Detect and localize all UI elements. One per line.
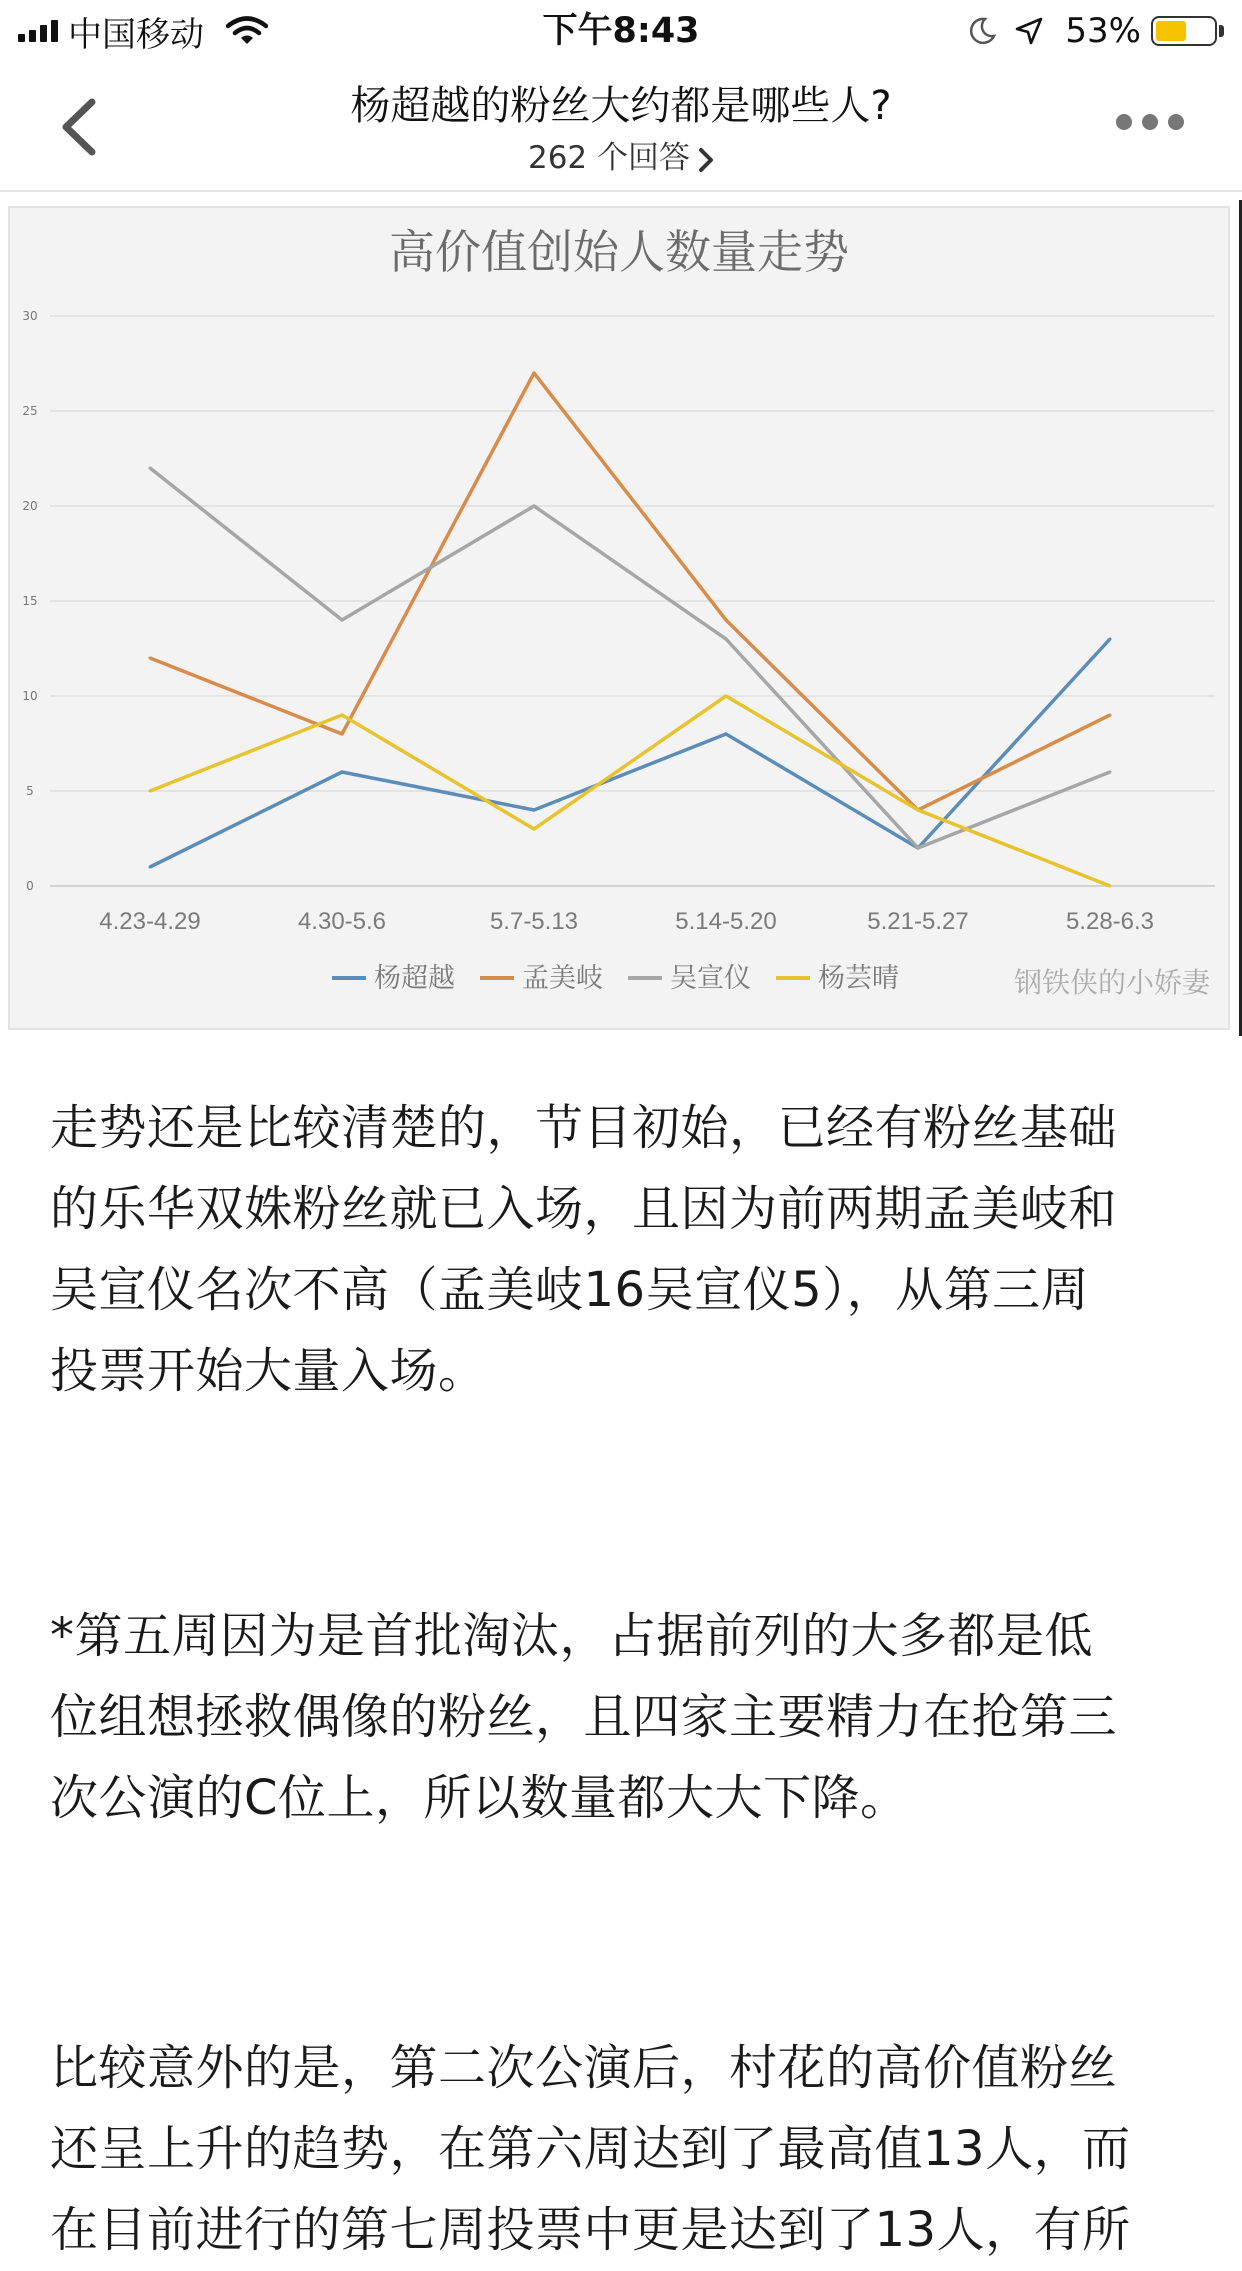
y-tick-label: 20 xyxy=(22,499,38,513)
chart-image[interactable] xyxy=(8,206,1230,1030)
paragraph-line: 位组想拯救偶像的粉丝，且四家主要精力在抢第三 xyxy=(50,1689,1118,1745)
paragraph-line: 在目前进行的第七周投票中更是达到了13人，有所 xyxy=(50,2202,1131,2258)
y-axis-ticks xyxy=(22,309,37,893)
y-tick-label: 0 xyxy=(26,879,34,893)
data-point xyxy=(149,790,152,793)
y-tick-label: 15 xyxy=(22,594,38,608)
paragraph xyxy=(50,2028,1200,2271)
y-tick-label: 30 xyxy=(22,309,38,323)
data-point xyxy=(533,505,536,508)
data-point xyxy=(917,809,920,812)
paragraph-line: 的乐华双姝粉丝就已入场，且因为前两期孟美岐和 xyxy=(50,1181,1118,1237)
paragraph-line: 走势还是比较清楚的，节目初始，已经有粉丝基础 xyxy=(50,1100,1118,1156)
data-point xyxy=(725,638,728,641)
battery-percent: 53% xyxy=(1065,11,1141,51)
more-dots-icon[interactable] xyxy=(1116,114,1184,130)
data-point xyxy=(533,809,536,812)
data-point xyxy=(725,695,728,698)
moon-icon xyxy=(967,16,997,46)
watermark: 钢铁侠的小娇妻 xyxy=(1013,966,1210,999)
data-point xyxy=(149,866,152,869)
nav-header xyxy=(0,62,1242,192)
legend-label: 杨超越 xyxy=(374,963,455,994)
answer-count-link[interactable] xyxy=(0,132,1242,177)
x-axis-ticks xyxy=(99,908,1154,935)
y-tick-label: 25 xyxy=(22,404,38,418)
series-line xyxy=(150,639,1110,867)
battery-tip xyxy=(1219,25,1224,37)
chart-title: 高价值创始人数量走势 xyxy=(389,226,849,278)
data-point xyxy=(1109,714,1112,717)
data-point xyxy=(149,467,152,470)
legend-label: 杨芸晴 xyxy=(818,963,899,994)
data-point xyxy=(533,372,536,375)
legend-label: 孟美岐 xyxy=(522,963,603,994)
paragraph-line: 吴宣仪名次不高（孟美岐16吴宣仪5），从第三周 xyxy=(50,1262,1090,1318)
paragraph xyxy=(50,1596,1200,1839)
line-chart xyxy=(10,208,1228,1028)
data-point xyxy=(341,714,344,717)
data-point xyxy=(341,619,344,622)
chart-series xyxy=(149,372,1112,888)
x-tick-label: 5.21-5.27 xyxy=(867,908,969,935)
paragraph-line: 投票开始大量入场。 xyxy=(50,1343,487,1399)
x-tick-label: 4.23-4.29 xyxy=(99,908,201,935)
status-bar xyxy=(0,0,1242,62)
paragraph-line: *第五周因为是首批淘汰，占据前列的大多都是低 xyxy=(50,1608,1094,1664)
data-point xyxy=(149,657,152,660)
status-time: 下午8:43 xyxy=(542,11,700,51)
data-point xyxy=(533,828,536,831)
location-arrow-icon xyxy=(1015,17,1043,45)
battery-icon xyxy=(1151,16,1217,46)
chevron-right-icon xyxy=(698,147,714,173)
data-point xyxy=(1109,885,1112,888)
series-line xyxy=(150,373,1110,810)
paragraph-line: 次公演的C位上，所以数量都大大下降。 xyxy=(50,1770,909,1826)
data-point xyxy=(341,771,344,774)
status-right xyxy=(967,8,1224,54)
data-point xyxy=(341,733,344,736)
battery-fill xyxy=(1156,21,1186,41)
chart-legend xyxy=(332,963,899,994)
data-point xyxy=(917,847,920,850)
y-tick-label: 10 xyxy=(22,689,38,703)
paragraph xyxy=(50,1088,1200,1412)
x-tick-label: 5.28-6.3 xyxy=(1065,908,1155,935)
question-title[interactable]: 杨超越的粉丝大约都是哪些人? xyxy=(350,83,892,129)
data-point xyxy=(725,619,728,622)
data-point xyxy=(725,733,728,736)
y-tick-label: 5 xyxy=(26,784,34,798)
carrier-name: 中国移动 xyxy=(68,14,204,55)
legend-label: 吴宣仪 xyxy=(670,963,751,994)
answer-count: 262 个回答 xyxy=(527,140,691,176)
paragraph-line: 还呈上升的趋势，在第六周达到了最高值13人，而 xyxy=(50,2121,1131,2177)
paragraph-line: 比较意外的是，第二次公演后，村花的高价值粉丝 xyxy=(50,2040,1118,2096)
data-point xyxy=(1109,771,1112,774)
x-tick-label: 4.30-5.6 xyxy=(297,908,387,935)
data-point xyxy=(1109,638,1112,641)
x-tick-label: 5.14-5.20 xyxy=(675,908,777,935)
x-tick-label: 5.7-5.13 xyxy=(489,908,579,935)
